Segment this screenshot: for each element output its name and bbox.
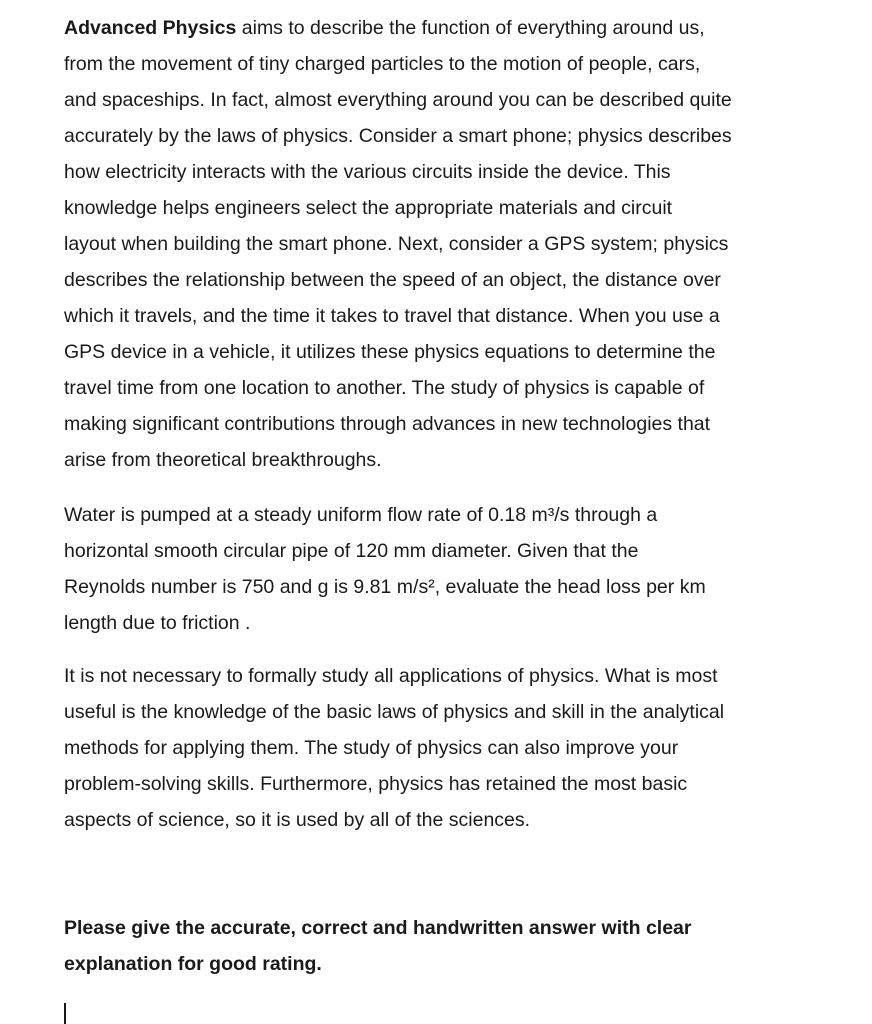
paragraph-line: how electricity interacts with the various circuits inside the device. This <box>64 161 671 183</box>
paragraph-line: useful is the knowledge of the basic laws of physics and skill in the analytical <box>64 701 725 723</box>
paragraph-line: arise from theoretical breakthroughs. <box>64 449 382 471</box>
paragraph-line: making significant contributions through advances in new technologies that <box>64 413 711 435</box>
paragraph-line: methods for applying them. The study of physics can also improve your <box>64 737 679 759</box>
line-text: aims to describe the function of everything around us, <box>236 17 705 39</box>
paragraph-line: horizontal smooth circular pipe of 120 mm diameter. Given that the <box>64 540 639 562</box>
lead-term: Advanced Physics <box>64 17 237 39</box>
paragraph-line: It is not necessary to formally study all applications of physics. What is most <box>64 665 718 687</box>
paragraph-line: GPS device in a vehicle, it utilizes these physics equations to determine the <box>64 341 716 363</box>
paragraph-line: Reynolds number is 750 and g is 9.81 m/s², evaluate the head loss per km <box>64 576 706 598</box>
paragraph-line: length due to friction . <box>64 612 251 634</box>
paragraph-line: Please give the accurate, correct and handwritten answer with clear <box>64 917 692 939</box>
paragraph-line: layout when building the smart phone. Next, consider a GPS system; physics <box>64 233 729 255</box>
intro-paragraph <box>64 10 824 478</box>
paragraph-line: aspects of science, so it is used by all of the sciences. <box>64 809 531 831</box>
paragraph-line: explanation for good rating. <box>64 953 322 975</box>
paragraph-line: knowledge helps engineers select the appropriate materials and circuit <box>64 197 673 219</box>
paragraph-line: travel time from one location to another. The study of physics is capable of <box>64 377 705 399</box>
paragraph-line: accurately by the laws of physics. Consider a smart phone; physics describes <box>64 125 732 147</box>
paragraph-line: from the movement of tiny charged particles to the motion of people, cars, <box>64 53 701 75</box>
paragraph-line: problem-solving skills. Furthermore, physics has retained the most basic <box>64 773 688 795</box>
paragraph-line: Water is pumped at a steady uniform flow rate of 0.18 m³/s through a <box>64 504 658 526</box>
problem-paragraph <box>64 497 824 641</box>
closing-paragraph <box>64 658 824 838</box>
paragraph-line: which it travels, and the time it takes to travel that distance. When you use a <box>64 305 720 327</box>
request-note <box>64 910 824 982</box>
paragraph-line: describes the relationship between the speed of an object, the distance over <box>64 269 721 291</box>
paragraph-line: and spaceships. In fact, almost everything around you can be described quite <box>64 89 732 111</box>
text-cursor[interactable] <box>64 1003 66 1024</box>
paragraph-line <box>64 10 824 46</box>
